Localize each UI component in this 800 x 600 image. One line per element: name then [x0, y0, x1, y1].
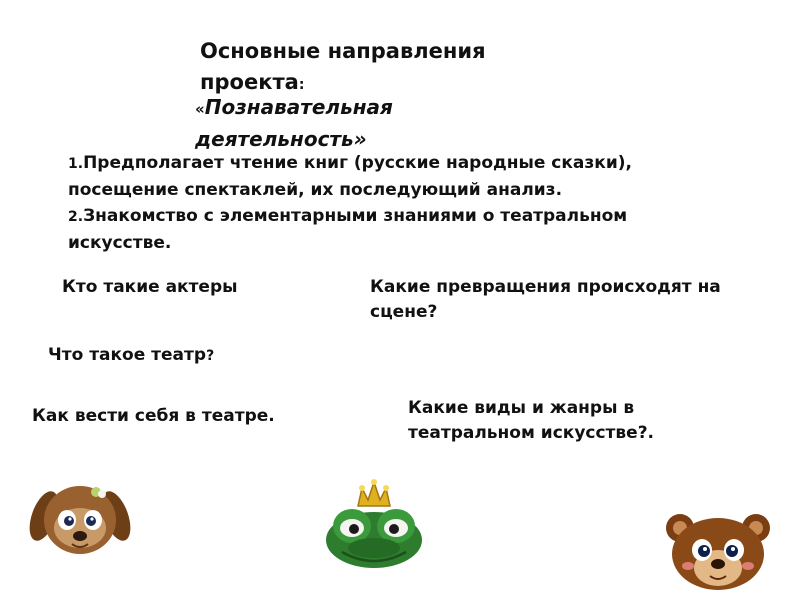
question-transformations: Какие превращения происходят на сцене? [370, 277, 721, 322]
item-number: 2. [68, 209, 84, 225]
question-who-actors: Кто такие актеры [62, 277, 238, 297]
subtitle-open-quote: « [195, 100, 205, 118]
frog-mask-image [322, 478, 426, 572]
question-behave: Как вести себя в театре. [32, 406, 275, 426]
item-number: 1. [68, 156, 84, 172]
slide-title-colon: : [298, 77, 305, 93]
item-text: Предполагает чтение книг (русские народные сказки), посещение спектаклей, их последующий анализ. [68, 153, 632, 200]
direction-item-1 [68, 150, 728, 203]
bear-mask-image [664, 512, 772, 592]
puppy-mask-image [30, 478, 130, 562]
slide-title-text: Основные направления проекта [200, 39, 486, 94]
subtitle-text: Познавательная деятельность» [195, 95, 393, 151]
question-what-theater [48, 343, 248, 369]
direction-item-2 [68, 203, 728, 256]
direction-list [68, 150, 728, 256]
question-mark: ? [206, 348, 215, 364]
item-text: Знакомство с элементарными знаниями о театральном искусстве. [68, 206, 628, 253]
question-genres: Какие виды и жанры в театральном искусстве?. [408, 398, 655, 443]
slide-subtitle [195, 92, 555, 154]
question-what-theater-text: Что такое театр [48, 345, 207, 365]
